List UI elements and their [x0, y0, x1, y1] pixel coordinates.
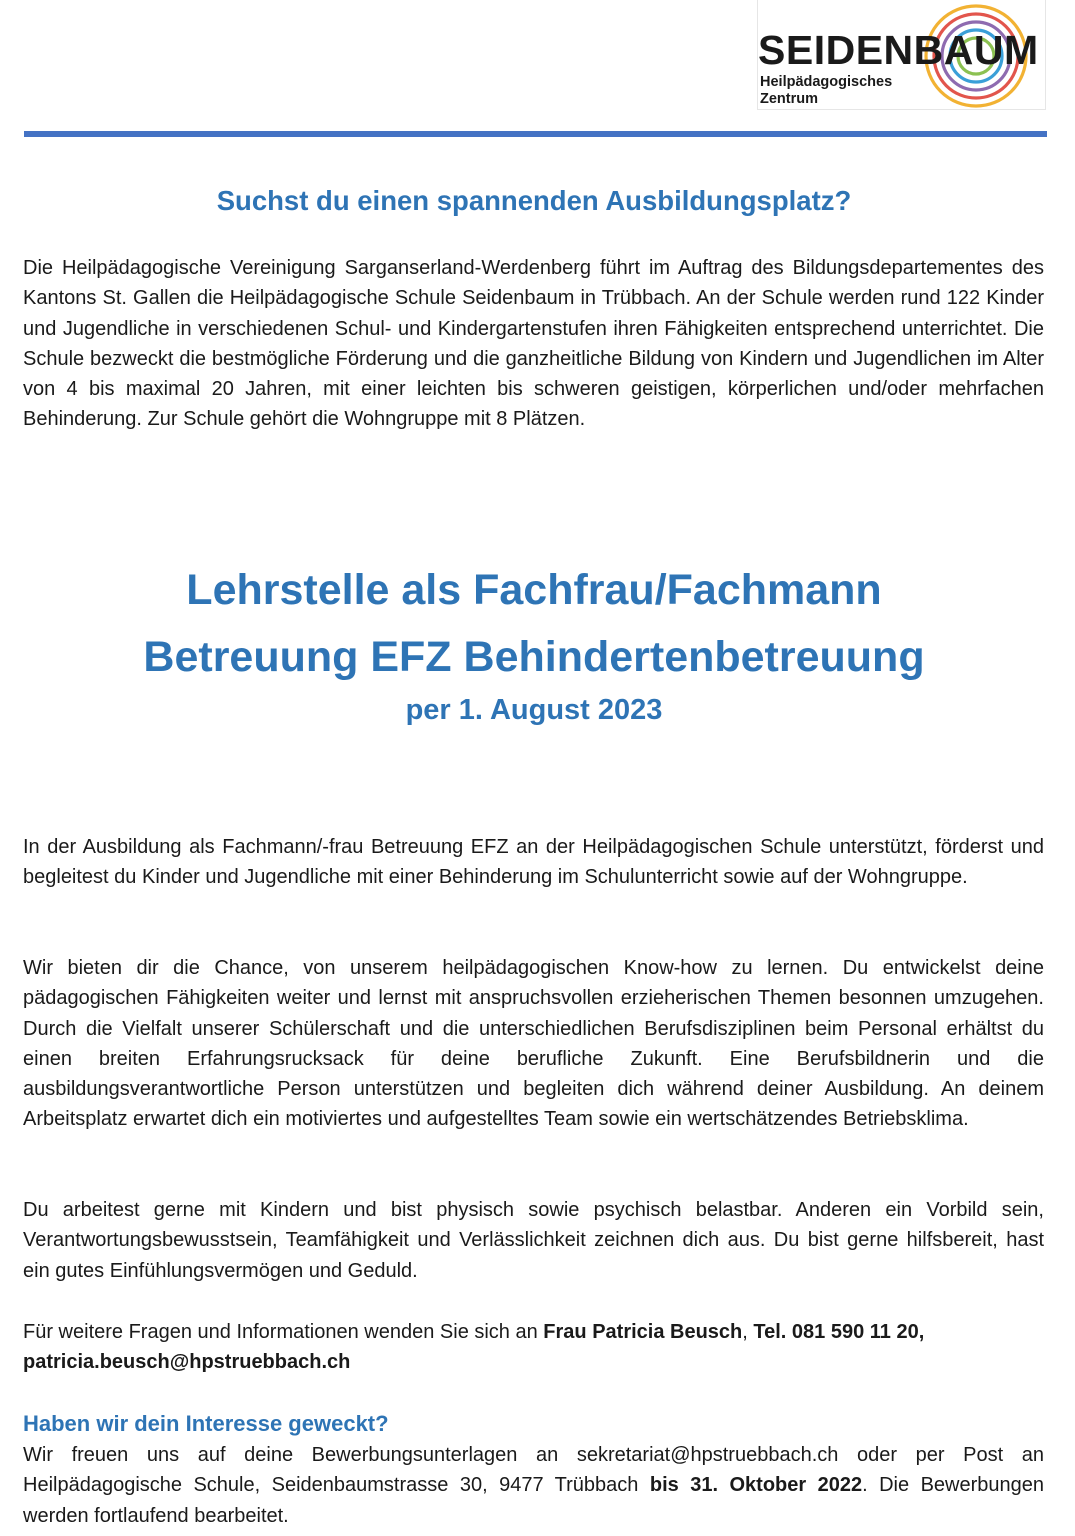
application-text-end: . Die Bewerbungen werden fortlaufend bearbeitet. — [23, 1474, 1045, 1527]
body-paragraph-1: In der Ausbildung als Fachmann/-frau Betreuung EFZ an der Heilpädagogischen Schule unterstützt, förderst und begleitest du Kinder und Jugendliche mit einer Behinderung im Schulunterricht sowie auf der Wohngruppe. — [23, 836, 1044, 889]
logo-subtitle-line1: Heilpädagogisches — [760, 74, 893, 90]
application-text: Wir freuen uns auf deine Bewerbungsunterlagen an sekretariat@hpstruebbach.ch oder per Post an Heilpädagogische Schule, Seidenbaumstrasse 30, 9477 Trübbach — [23, 1444, 1044, 1497]
intro-heading: Suchst du einen spannenden Ausbildungsplatz? — [216, 185, 852, 216]
intro-paragraph: Die Heilpädagogische Vereinigung Sarganserland-Werdenberg führt im Auftrag des Bildungsdepartementes des Kantons St. Gallen die Heilpädagogische Schule Seidenbaum in Trübbach. An der Schule werden rund 122 Kinder und Jugendliche in verschiedenen Schul- und Kindergartenstufen ihren Fähigkeiten entsprechend unterrichtet. Die Schule bezweckt die bestmögliche Förderung und die ganzheitliche Bildung von Kindern und Jugendlichen im Alter von 4 bis maximal 20 Jahren, mit einer leichten bis schweren geistigen, körperlichen und/oder mehrfachen Behinderung. Zur Schule gehört die Wohngruppe mit 8 Plätzen. — [23, 257, 1044, 431]
job-start-date: per 1. August 2023 — [405, 694, 663, 726]
contact-paragraph — [23, 1317, 1044, 1378]
body-paragraph-3: Du arbeitest gerne mit Kindern und bist physisch sowie psychisch belastbar. Anderen ein Vorbild sein, Verantwortungsbewusstsein, Teamfähigkeit und Verlässlichkeit zeichnen dich aus. Du bist gerne hilfsbereit, hast ein gutes Einfühlungsvermögen und Geduld. — [23, 1199, 1044, 1282]
logo-subtitle-line2: Zentrum — [760, 91, 818, 107]
contact-phone[interactable]: Tel. 081 590 11 20, — [753, 1321, 925, 1343]
contact-separator: , — [742, 1321, 754, 1343]
contact-email[interactable]: patricia.beusch@hpstruebbach.ch — [23, 1351, 351, 1374]
body-paragraph-2: Wir bieten dir die Chance, von unserem heilpädagogischen Know-how zu lernen. Du entwickelst deine pädagogischen Fähigkeiten weiter und lernst mit anspruchsvollen erzieherischen Themen besonnen umzugehen. Durch die Vielfalt unserer Schülerschaft und die unterschiedlichen Berufsdisziplinen beim Personal erhältst du einen breiten Erfahrungsrucksack für deine berufliche Zukunft. Eine Berufsbildnerin und die ausbildungsverantwortliche Person unterstützen und begleiten dich während deiner Ausbildung. An deinem Arbeitsplatz erwartet dich ein motiviertes und aufgestelltes Team sowie ein wertschätzendes Betriebsklima. — [23, 957, 1044, 1131]
job-title-line1: Lehrstelle als Fachfrau/Fachmann — [186, 566, 882, 614]
logo-subtitle — [760, 74, 930, 108]
contact-intro: Für weitere Fragen und Informationen wenden Sie sich an — [23, 1321, 544, 1343]
contact-person: Frau Patricia Beusch — [543, 1321, 743, 1343]
application-heading: Haben wir dein Interesse geweckt? — [23, 1411, 389, 1436]
application-deadline: bis 31. Oktober 2022 — [649, 1474, 863, 1497]
job-title-line2: Betreuung EFZ Behindertenbetreuung — [143, 633, 925, 681]
header-divider — [24, 131, 1047, 137]
application-paragraph — [23, 1440, 1044, 1531]
logo — [757, 0, 1046, 110]
logo-wordmark: SEIDENBAUM — [758, 27, 1039, 73]
